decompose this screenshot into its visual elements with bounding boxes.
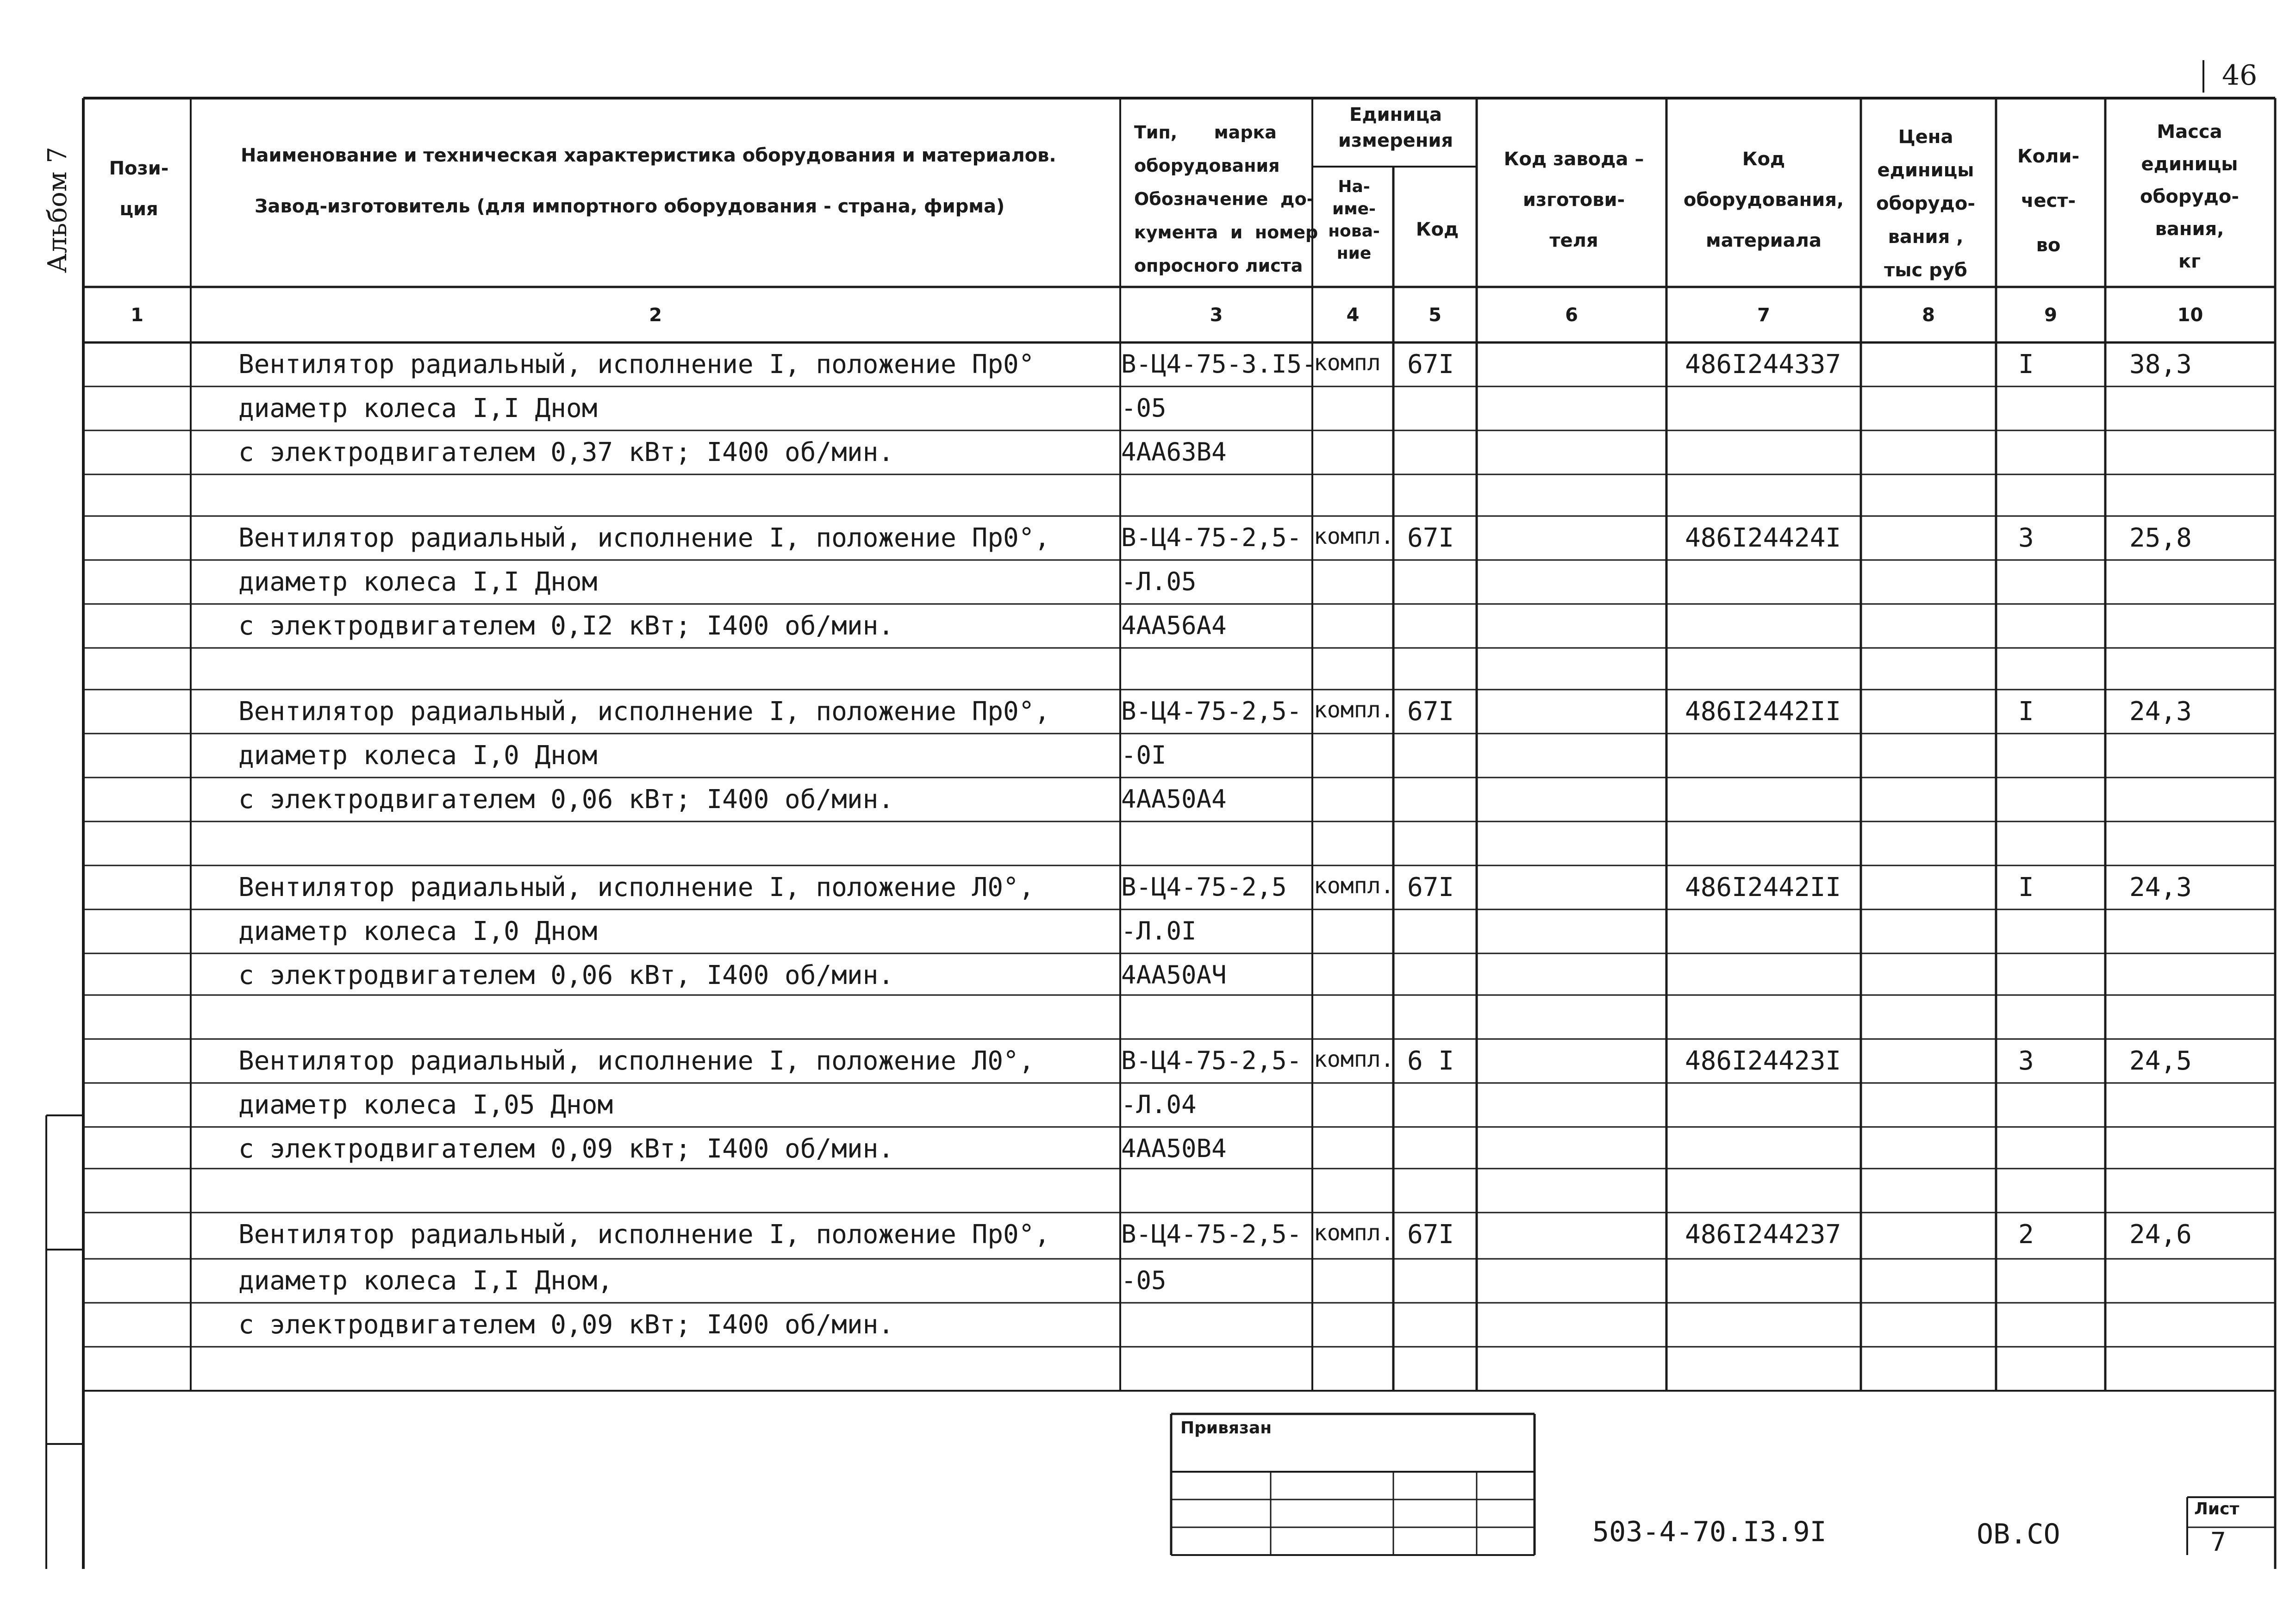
row-type: В-Ц4-75-2,5 xyxy=(1121,872,1287,902)
row-unit-code: 67I xyxy=(1407,872,1454,902)
row-unit: компл. xyxy=(1314,873,1394,899)
row-type: -Л.04 xyxy=(1121,1090,1197,1119)
row-unit: компл xyxy=(1314,350,1381,376)
column-number: 7 xyxy=(1757,305,1770,326)
column-number: 5 xyxy=(1429,305,1441,326)
row-type: 4АА50В4 xyxy=(1121,1134,1227,1163)
row-type: -05 xyxy=(1121,393,1167,423)
row-mass: 24,3 xyxy=(2129,697,2192,727)
row-mass: 24,3 xyxy=(2129,872,2192,902)
row-name: Вентилятор радиальный, исполнение I, положение Л0°, xyxy=(238,872,1035,902)
header-factory-code: Код завода – изготови- теля xyxy=(1504,149,1644,251)
row-type: В-Ц4-75-2,5- xyxy=(1121,697,1302,726)
row-unit-code: 6 I xyxy=(1407,1046,1454,1076)
row-type: -0I xyxy=(1121,740,1167,770)
column-number: 1 xyxy=(131,305,144,326)
row-mass: 38,3 xyxy=(2129,349,2192,380)
header-type: Тип, марка оборудования Обозначение до- кумента и номер опросного листа xyxy=(1134,122,1318,276)
header-name-line2: Завод-изготовитель (для импортного оборудования - страна, фирма) xyxy=(255,196,1005,217)
row-name: диаметр колеса I,I Дном xyxy=(238,393,598,423)
row-unit: компл. xyxy=(1314,523,1394,549)
row-quantity: I xyxy=(2018,697,2034,727)
column-number: 9 xyxy=(2044,305,2057,326)
header-unit-name: На- име- нова- ние xyxy=(1328,177,1380,263)
row-type: 4АА50А4 xyxy=(1121,784,1227,814)
row-quantity: 2 xyxy=(2018,1220,2034,1250)
row-unit: компл. xyxy=(1314,697,1394,723)
row-name: с электродвигателем 0,09 кВт; I400 об/мин. xyxy=(238,1310,894,1340)
header-name-line1: Наименование и техническая характеристика оборудования и материалов. xyxy=(241,145,1056,166)
row-type: 4АА63В4 xyxy=(1121,437,1227,467)
section-code: ОВ.СО xyxy=(1977,1518,2060,1550)
row-type: -Л.0I xyxy=(1121,916,1197,946)
row-name: диаметр колеса I,I Дном xyxy=(238,567,598,597)
row-unit-code: 67I xyxy=(1407,697,1454,727)
row-mass: 24,5 xyxy=(2129,1046,2192,1076)
row-unit-code: 67I xyxy=(1407,1220,1454,1250)
header-quantity: Коли- чест- во xyxy=(2017,146,2080,256)
row-name: диаметр колеса I,0 Дном xyxy=(238,916,598,946)
column-number: 2 xyxy=(649,305,662,326)
row-name: с электродвигателем 0,06 кВт, I400 об/мин. xyxy=(238,960,894,990)
linked-label: Привязан xyxy=(1180,1419,1272,1437)
row-type: -05 xyxy=(1121,1266,1167,1295)
row-mass: 24,6 xyxy=(2129,1220,2192,1250)
row-type: В-Ц4-75-3.I5- xyxy=(1121,349,1317,379)
row-name: Вентилятор радиальный, исполнение I, положение Л0°, xyxy=(238,1046,1035,1076)
row-name: Вентилятор радиальный, исполнение I, положение Пр0°, xyxy=(238,1220,1050,1250)
row-name: Вентилятор радиальный, исполнение I, положение Пр0°, xyxy=(238,523,1050,553)
column-number: 4 xyxy=(1346,305,1360,326)
row-name: диаметр колеса I,0 Дном xyxy=(238,740,598,771)
row-name: с электродвигателем 0,09 кВт; I400 об/мин. xyxy=(238,1134,894,1164)
row-name: Вентилятор радиальный, исполнение I, положение Пр0° xyxy=(238,349,1035,380)
column-number: 8 xyxy=(1922,305,1935,326)
row-quantity: I xyxy=(2018,349,2034,380)
album-label: Альбом 7 xyxy=(43,147,73,273)
header-unit-group: Единица измерения xyxy=(1338,104,1454,151)
row-name: с электродвигателем 0,I2 кВт; I400 об/мин. xyxy=(238,611,894,641)
header-equipment-code: Код оборудования, материала xyxy=(1683,149,1844,251)
header-unit-code: Код xyxy=(1416,219,1459,240)
column-number: 10 xyxy=(2177,305,2203,326)
row-unit: компл. xyxy=(1314,1046,1394,1072)
row-unit-code: 67I xyxy=(1407,523,1454,553)
column-number: 6 xyxy=(1565,305,1578,326)
row-type: В-Ц4-75-2,5- xyxy=(1121,1220,1302,1249)
row-name: Вентилятор радиальный, исполнение I, положение Пр0°, xyxy=(238,697,1050,727)
row-unit-code: 67I xyxy=(1407,349,1454,380)
header-mass: Масса единицы оборудо- вания, кг xyxy=(2140,121,2239,272)
page-number: 46 xyxy=(2222,59,2258,92)
row-quantity: 3 xyxy=(2018,1046,2034,1076)
row-name: диаметр колеса I,05 Дном xyxy=(238,1090,613,1120)
row-equipment-code: 486I244237 xyxy=(1685,1220,1841,1250)
row-quantity: 3 xyxy=(2018,523,2034,553)
row-equipment-code: 486I24423I xyxy=(1685,1046,1841,1076)
row-type: В-Ц4-75-2,5- xyxy=(1121,1046,1302,1075)
row-name: с электродвигателем 0,37 кВт; I400 об/мин. xyxy=(238,437,894,467)
row-name: с электродвигателем 0,06 кВт; I400 об/мин. xyxy=(238,784,894,815)
row-equipment-code: 486I2442II xyxy=(1685,697,1841,727)
row-type: 4АА56А4 xyxy=(1121,611,1227,640)
row-name: диаметр колеса I,I Дном, xyxy=(238,1266,613,1296)
sheet-label: Лист xyxy=(2194,1500,2240,1518)
row-mass: 25,8 xyxy=(2129,523,2192,553)
header-position: Пози- ция xyxy=(109,158,169,220)
sheet-number: 7 xyxy=(2210,1527,2226,1557)
row-type: 4АА50АЧ xyxy=(1121,960,1227,989)
row-equipment-code: 486I244337 xyxy=(1685,349,1841,380)
row-quantity: I xyxy=(2018,872,2034,902)
row-type: В-Ц4-75-2,5- xyxy=(1121,523,1302,552)
column-number: 3 xyxy=(1210,305,1223,326)
row-equipment-code: 486I24424I xyxy=(1685,523,1841,553)
row-unit: компл. xyxy=(1314,1220,1394,1246)
row-equipment-code: 486I2442II xyxy=(1685,872,1841,902)
header-price: Цена единицы оборудо- вания , тыс руб xyxy=(1876,126,1975,281)
document-code: 503-4-70.I3.9I xyxy=(1592,1516,1827,1548)
row-type: -Л.05 xyxy=(1121,567,1197,596)
